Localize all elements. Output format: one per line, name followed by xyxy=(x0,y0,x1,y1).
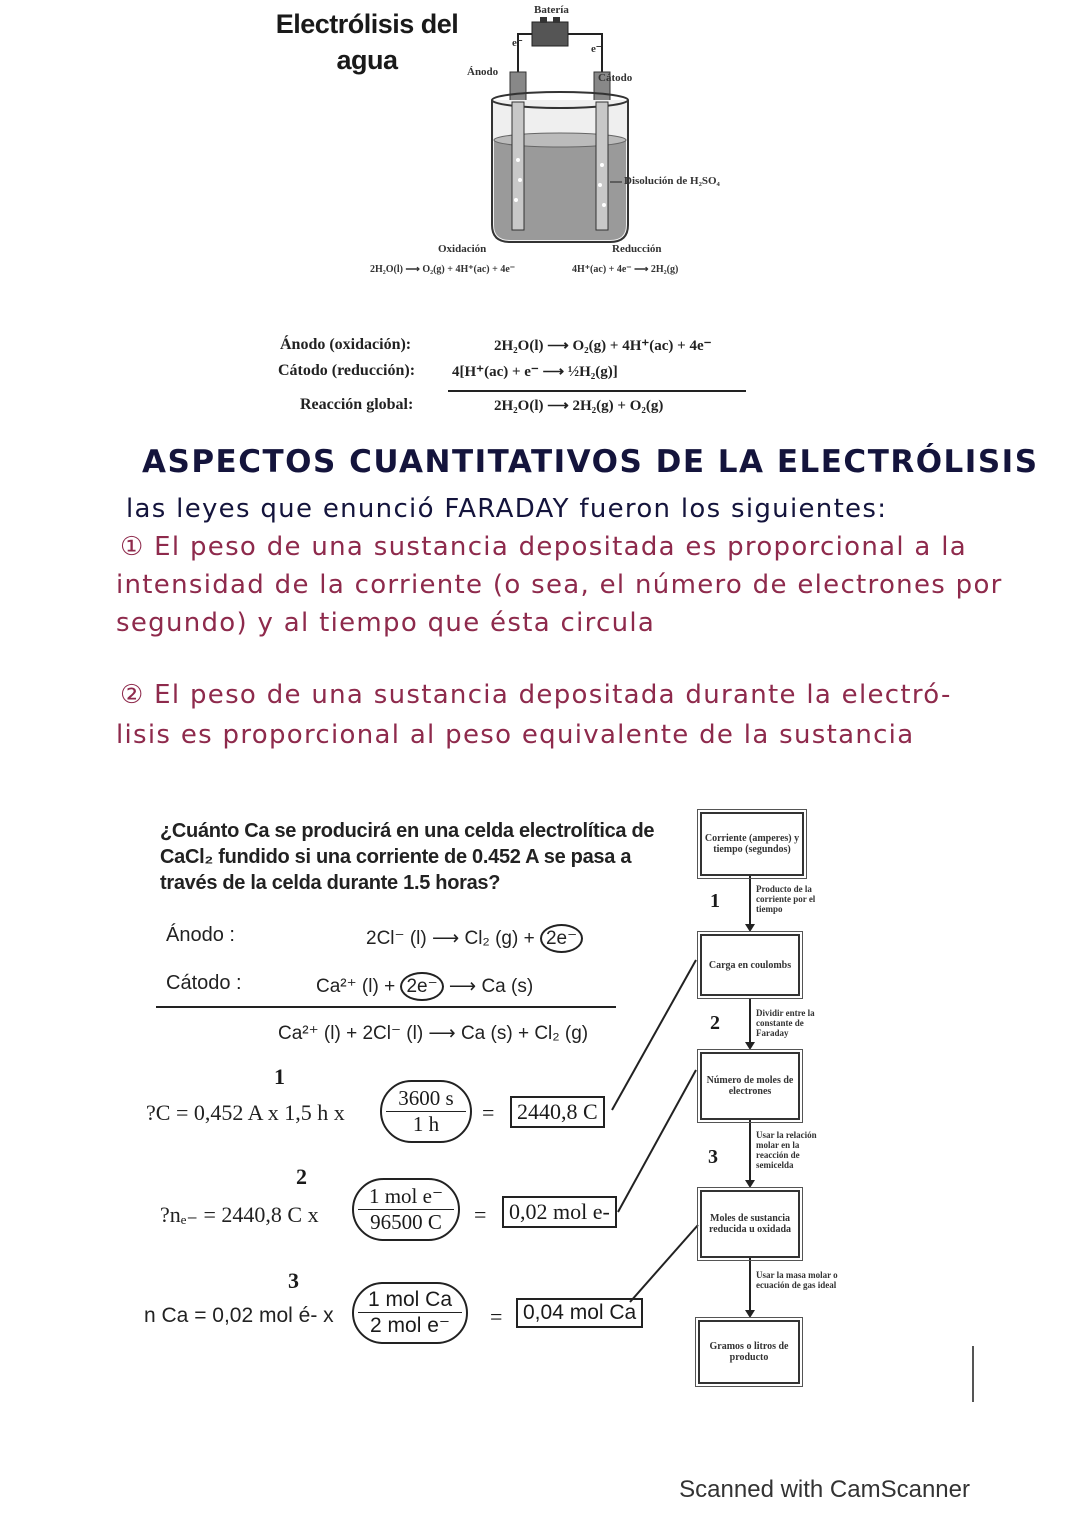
flow-note-2: Dividir entre la constante de Faraday xyxy=(756,1008,815,1038)
step2-frac-num: 1 mol e⁻ xyxy=(358,1184,454,1210)
step2-lhs: ?nₑ₋ = 2440,8 C x xyxy=(160,1202,319,1227)
law1-line2: intensidad de la corriente (o sea, el número de electrones por xyxy=(116,570,1003,600)
global-reaction-eq: 2H₂O(l) ⟶ 2H₂(g) + O₂(g) xyxy=(494,398,664,414)
flow-step-1: 1 xyxy=(710,890,720,912)
law1-line1: ① El peso de una sustancia depositada es proporcional a la xyxy=(120,532,967,562)
step3-fraction xyxy=(352,1282,468,1344)
flow-box-current-time: Corriente (amperes) y tiempo (segundos) xyxy=(700,812,804,876)
step3-lhs: n Ca = 0,02 mol é- x xyxy=(144,1304,334,1327)
cathode-reaction-eq: 4[H⁺(ac) + e⁻ ⟶ ½H₂(g)] xyxy=(452,364,618,380)
oxidation-label: Oxidación xyxy=(438,243,487,255)
anode-electrode xyxy=(512,102,524,230)
flow-note-1: Producto de la corriente por el tiempo xyxy=(756,884,816,914)
anode-reaction-label: Ánodo (oxidación): xyxy=(280,336,412,353)
step3-equals: = xyxy=(490,1304,503,1329)
problem-question: ¿Cuánto Ca se producirá en una celda electrolítica de CaCl₂ fundido si una corriente de 0.452 A se pasa a través de la celda durante 1.5 horas? xyxy=(160,820,655,894)
step1-fraction xyxy=(380,1080,472,1143)
step1-result: 2440,8 C xyxy=(510,1096,605,1128)
oxidation-equation: 2H₂O(l) ⟶ O₂(g) + 4H⁺(ac) + 4e⁻ xyxy=(370,264,516,275)
problem-cathode-eq-right: ⟶ Ca (s) xyxy=(448,976,534,997)
step1-frac-den: 1 h xyxy=(412,1112,440,1136)
electron-label-cathode: e⁻ xyxy=(591,43,602,55)
problem-cathode-label: Cátodo : xyxy=(166,972,242,994)
solution-label: Disolución de H₂SO₄ xyxy=(624,175,720,187)
camscanner-watermark: Scanned with CamScanner xyxy=(679,1476,970,1503)
flow-note-3: Usar la relación molar en la reacción de semicelda xyxy=(756,1130,817,1170)
title-line-2: agua xyxy=(336,45,398,75)
global-reaction-label: Reacción global: xyxy=(300,396,414,413)
flow-box-electron-moles: Número de moles de electrones xyxy=(700,1052,800,1120)
notes-intro: las leyes que enunció FARADAY fueron los siguientes: xyxy=(126,494,888,524)
step3-frac-den: 2 mol e⁻ xyxy=(370,1314,450,1337)
flow-note-4: Usar la masa molar o ecuación de gas ideal xyxy=(756,1270,838,1290)
problem-sum-line xyxy=(156,1006,616,1008)
flow-step-2: 2 xyxy=(710,1012,720,1034)
step1-number: 1 xyxy=(274,1064,285,1089)
problem-anode-eq xyxy=(366,924,583,953)
step2-frac-den: 96500 C xyxy=(370,1210,442,1234)
flow-box-charge: Carga en coulombs xyxy=(700,934,800,996)
step2-result: 0,02 mol e- xyxy=(502,1196,617,1228)
anode-label: Ánodo xyxy=(467,66,499,78)
problem-cathode-eq xyxy=(316,972,533,1001)
step2-equals: = xyxy=(474,1202,487,1227)
step1-equals: = xyxy=(482,1100,495,1125)
electron-label-anode: e⁻ xyxy=(512,37,523,49)
battery-icon xyxy=(532,22,568,46)
law2-line1: ② El peso de una sustancia depositada durante la electró- xyxy=(120,680,952,710)
electron-circle-anode: 2e⁻ xyxy=(540,924,583,953)
problem-cathode-eq-left: Ca²⁺ (l) + xyxy=(316,976,396,997)
problem-global-eq: Ca²⁺ (l) + 2Cl⁻ (l) ⟶ Ca (s) + Cl₂ (g) xyxy=(278,1023,589,1044)
battery-label: Batería xyxy=(534,4,569,16)
flow-step-3: 3 xyxy=(708,1146,718,1168)
law2-line2: lisis es proporcional al peso equivalente de la sustancia xyxy=(116,720,915,750)
law1-line3: segundo) y al tiempo que ésta circula xyxy=(116,608,656,638)
electron-circle-cathode: 2e⁻ xyxy=(400,972,443,1001)
electrolysis-apparatus-figure xyxy=(360,0,760,290)
page-edge-mark xyxy=(972,1346,974,1402)
flow-box-product: Gramos o litros de producto xyxy=(698,1320,800,1384)
cathode-reaction-label: Cátodo (reducción): xyxy=(278,362,416,379)
reduction-equation: 4H⁺(ac) + 4e⁻ ⟶ 2H₂(g) xyxy=(572,264,679,275)
reduction-label: Reducción xyxy=(612,243,662,255)
step1-lhs: ?C = 0,452 A x 1,5 h x xyxy=(146,1100,345,1125)
notes-heading: ASPECTOS CUANTITATIVOS DE LA ELECTRÓLISIS xyxy=(142,444,1039,480)
cathode-label: Cátodo xyxy=(598,72,633,84)
step2-number: 2 xyxy=(296,1164,307,1189)
step2-fraction xyxy=(352,1178,460,1241)
step3-number: 3 xyxy=(288,1268,299,1293)
sum-line xyxy=(448,390,746,392)
problem-anode-eq-text: 2Cl⁻ (l) ⟶ Cl₂ (g) + xyxy=(366,928,535,949)
flow-box-substance-moles: Moles de sustancia reducida u oxidada xyxy=(700,1190,800,1258)
problem-anode-label: Ánodo : xyxy=(166,924,235,946)
step3-frac-num: 1 mol Ca xyxy=(358,1288,462,1313)
anode-reaction-eq: 2H₂O(l) ⟶ O₂(g) + 4H⁺(ac) + 4e⁻ xyxy=(494,338,712,354)
title-line-1: Electrólisis del xyxy=(275,9,459,39)
step1-frac-num: 3600 s xyxy=(386,1086,466,1112)
step3-result: 0,04 mol Ca xyxy=(516,1298,643,1328)
